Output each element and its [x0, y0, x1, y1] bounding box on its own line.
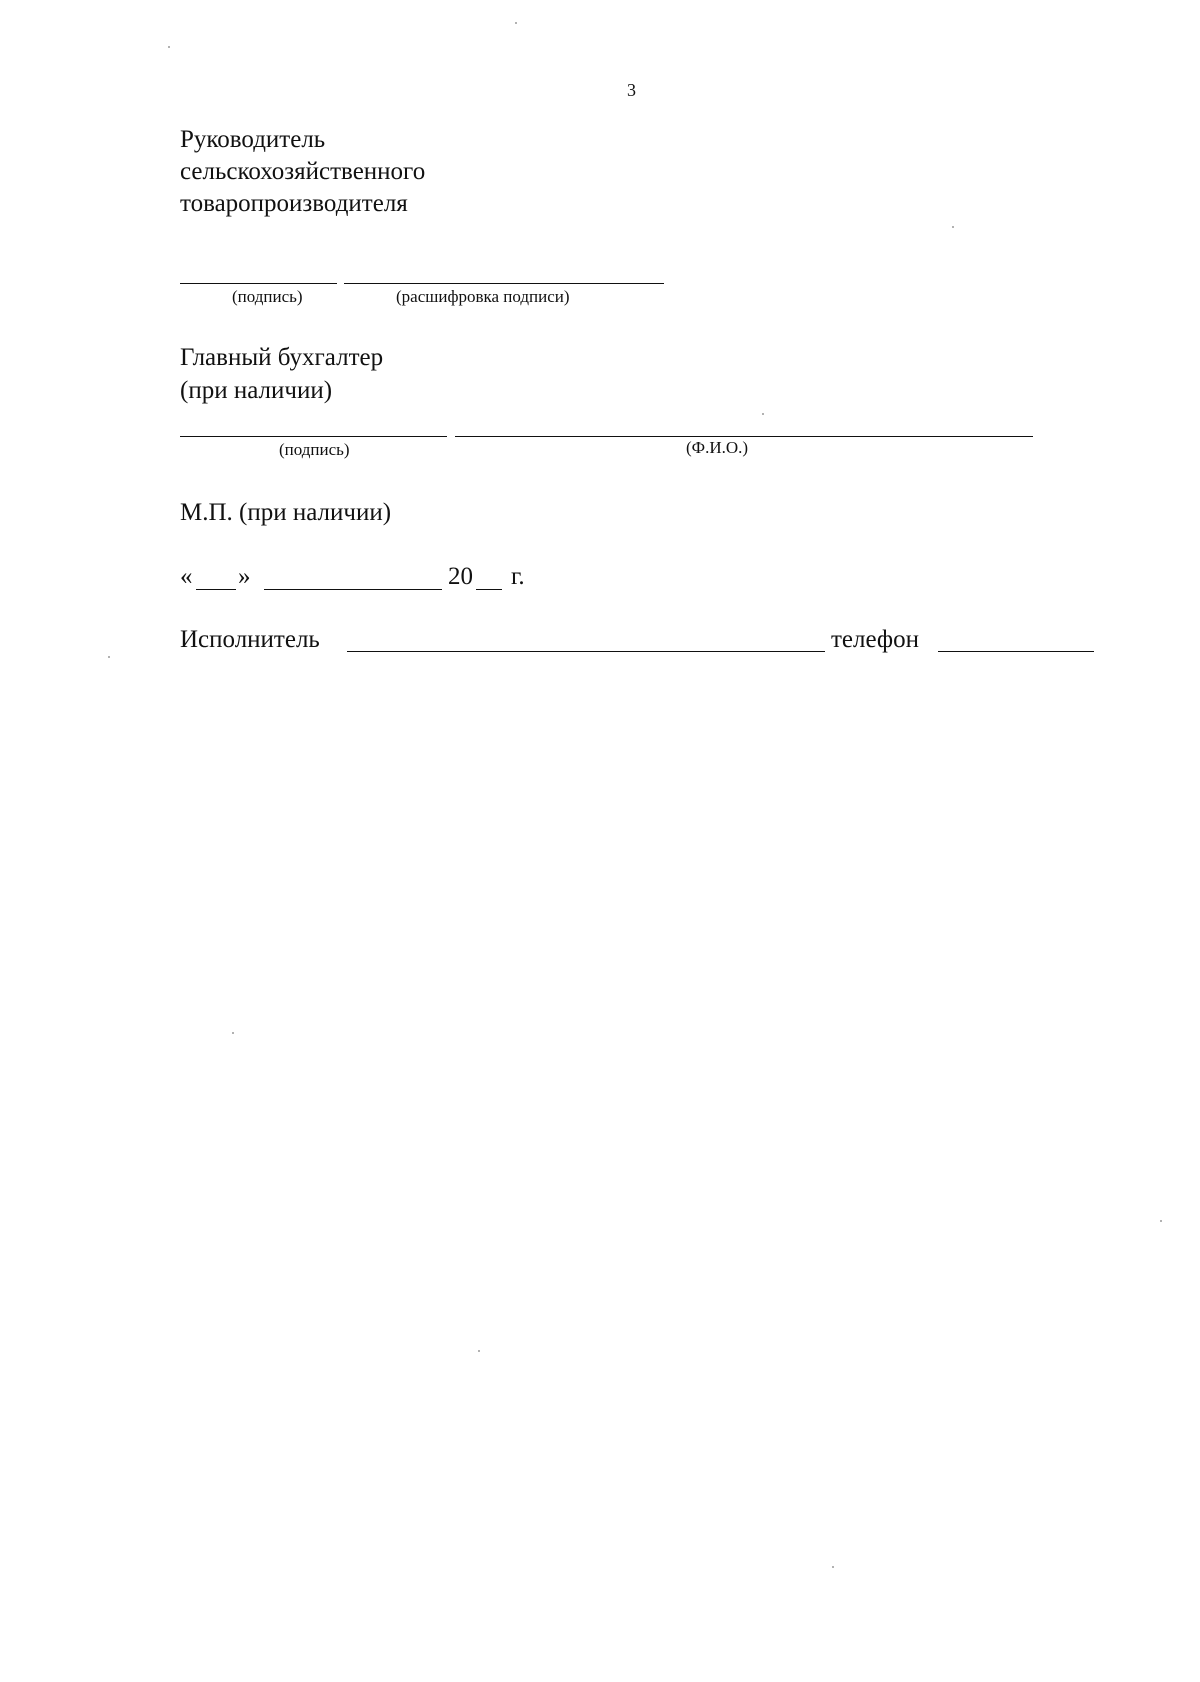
accountant-title-line-1: Главный бухгалтер [180, 344, 384, 371]
executor-label: Исполнитель [180, 626, 320, 653]
date-month-line [264, 589, 442, 590]
page-number: 3 [627, 80, 636, 100]
accountant-name-caption: (Ф.И.О.) [686, 438, 749, 457]
head-signature-caption: (подпись) [232, 287, 303, 306]
date-close-quote: » [238, 563, 251, 590]
head-title-line-2: сельскохозяйственного [180, 158, 426, 185]
accountant-signature-line [180, 436, 447, 437]
scan-speck [762, 413, 764, 415]
executor-name-line [347, 651, 825, 652]
scan-speck [108, 656, 110, 658]
date-year-prefix: 20 [448, 563, 473, 590]
date-year-line [476, 589, 502, 590]
head-name-caption: (расшифровка подписи) [396, 287, 570, 306]
head-title-line-1: Руководитель [180, 126, 326, 153]
scan-speck [1160, 1220, 1162, 1222]
stamp-label: М.П. (при наличии) [180, 499, 392, 526]
date-year-suffix: г. [511, 563, 525, 590]
scan-speck [832, 1566, 834, 1568]
phone-label: телефон [831, 626, 919, 653]
head-title-line-3: товаропроизводителя [180, 190, 408, 217]
phone-number-line [938, 651, 1094, 652]
date-day-line [196, 589, 236, 590]
head-name-line [344, 283, 664, 284]
scan-speck [168, 46, 170, 48]
scan-speck [478, 1350, 480, 1352]
date-open-quote: « [180, 563, 193, 590]
scan-speck [952, 226, 954, 228]
accountant-name-line [455, 436, 1033, 437]
scan-speck [515, 22, 517, 24]
scan-speck [232, 1032, 234, 1034]
accountant-title-line-2: (при наличии) [180, 377, 333, 404]
accountant-signature-caption: (подпись) [279, 440, 350, 459]
head-signature-line [180, 283, 337, 284]
